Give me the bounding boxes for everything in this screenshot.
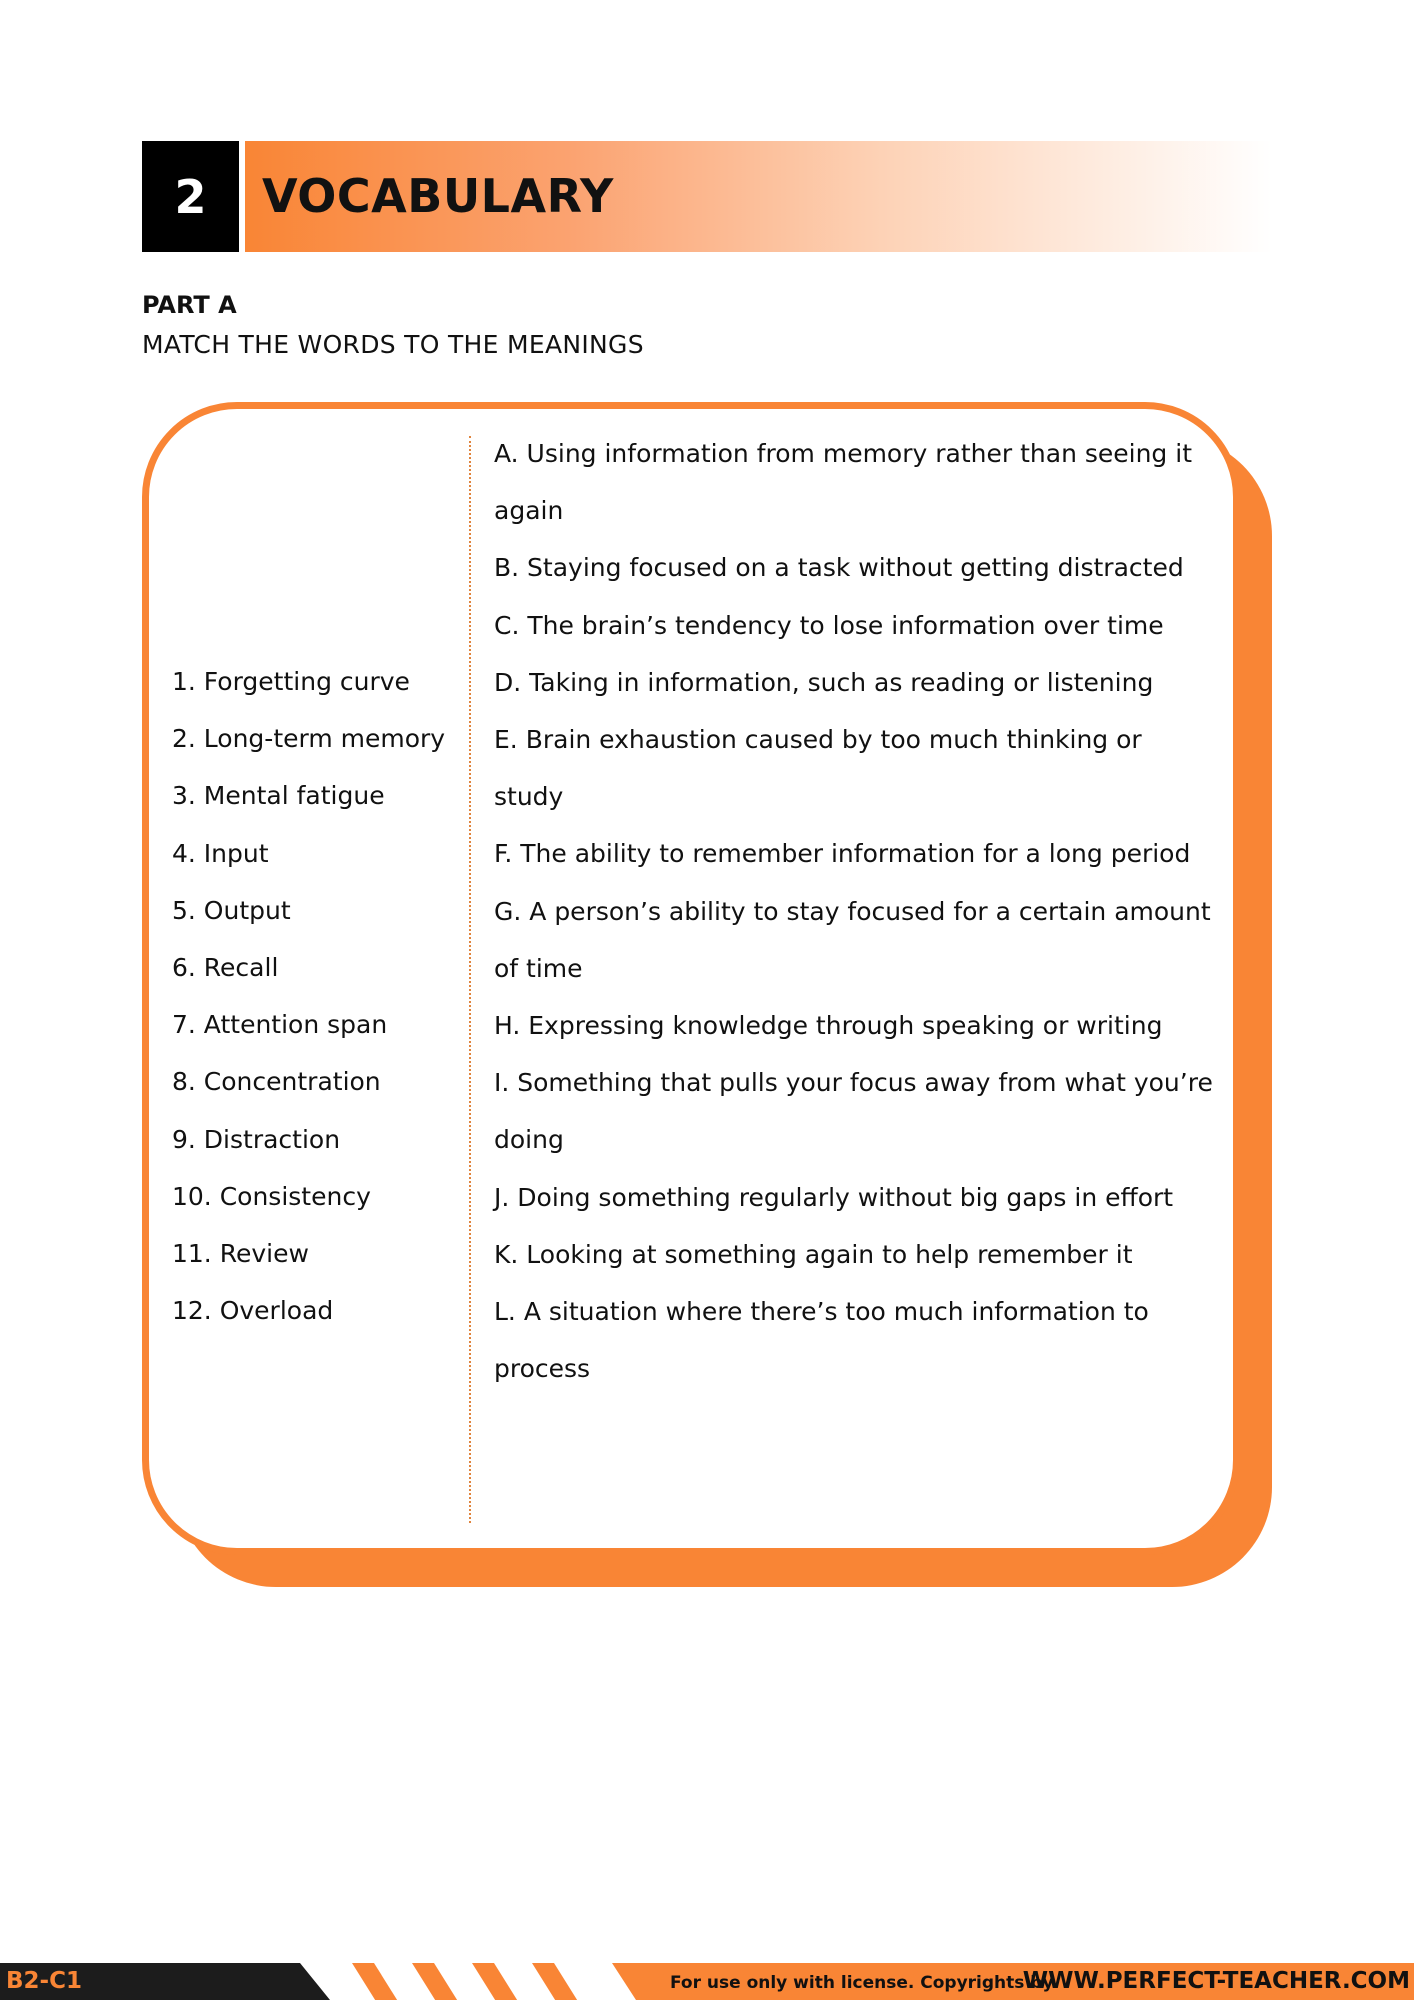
footer-stripe xyxy=(532,1963,577,2000)
part-label: PART A xyxy=(142,291,237,319)
level-badge: B2-C1 xyxy=(6,1968,82,1994)
meaning-item: L. A situation where there’s too much information to process xyxy=(494,1297,1149,1384)
page-footer xyxy=(0,1963,1414,2000)
word-item: 9. Distraction xyxy=(172,1124,341,1154)
section-title: VOCABULARY xyxy=(262,169,614,223)
meaning-item: K. Looking at something again to help remember it xyxy=(494,1239,1133,1269)
part-instruction: MATCH THE WORDS TO THE MEANINGS xyxy=(142,330,644,359)
meaning-item: J. Doing something regularly without big gaps in effort xyxy=(494,1182,1174,1212)
meaning-item: H. Expressing knowledge through speaking or writing xyxy=(494,1011,1163,1041)
word-item: 4. Input xyxy=(172,838,269,868)
meaning-item: D. Taking in information, such as reading or listening xyxy=(494,667,1154,697)
word-item: 5. Output xyxy=(172,895,291,925)
meaning-item: A. Using information from memory rather than seeing it again xyxy=(494,439,1192,526)
meaning-item: F. The ability to remember information for a long period xyxy=(494,839,1191,869)
section-number: 2 xyxy=(142,141,239,252)
section-header xyxy=(142,141,1272,252)
license-text: For use only with license. Copyrights by xyxy=(670,1973,1054,1993)
word-item: 10. Consistency xyxy=(172,1181,371,1211)
word-item: 6. Recall xyxy=(172,952,279,982)
word-list xyxy=(172,653,445,1339)
word-item: 1. Forgetting curve xyxy=(172,667,410,696)
footer-stripe xyxy=(472,1963,517,2000)
meaning-item: I. Something that pulls your focus away from what you’re doing xyxy=(494,1068,1213,1155)
meaning-item: G. A person’s ability to stay focused for a certain amount of time xyxy=(494,896,1211,983)
footer-stripe xyxy=(352,1963,397,2000)
word-item: 12. Overload xyxy=(172,1296,334,1326)
column-divider xyxy=(469,436,471,1523)
meaning-item: E. Brain exhaustion caused by too much thinking or study xyxy=(494,725,1142,812)
meaning-list xyxy=(494,425,1214,1397)
word-item: 11. Review xyxy=(172,1238,309,1268)
word-item: 2. Long-term memory xyxy=(172,724,446,754)
word-item: 7. Attention span xyxy=(172,1010,388,1040)
word-item: 3. Mental fatigue xyxy=(172,781,385,811)
website-link[interactable]: WWW.PERFECT-TEACHER.COM xyxy=(1022,1968,1410,1994)
meaning-item: B. Staying focused on a task without getting distracted xyxy=(494,553,1184,583)
footer-stripe xyxy=(412,1963,457,2000)
meaning-item: C. The brain’s tendency to lose information over time xyxy=(494,610,1164,640)
word-item: 8. Concentration xyxy=(172,1067,381,1097)
